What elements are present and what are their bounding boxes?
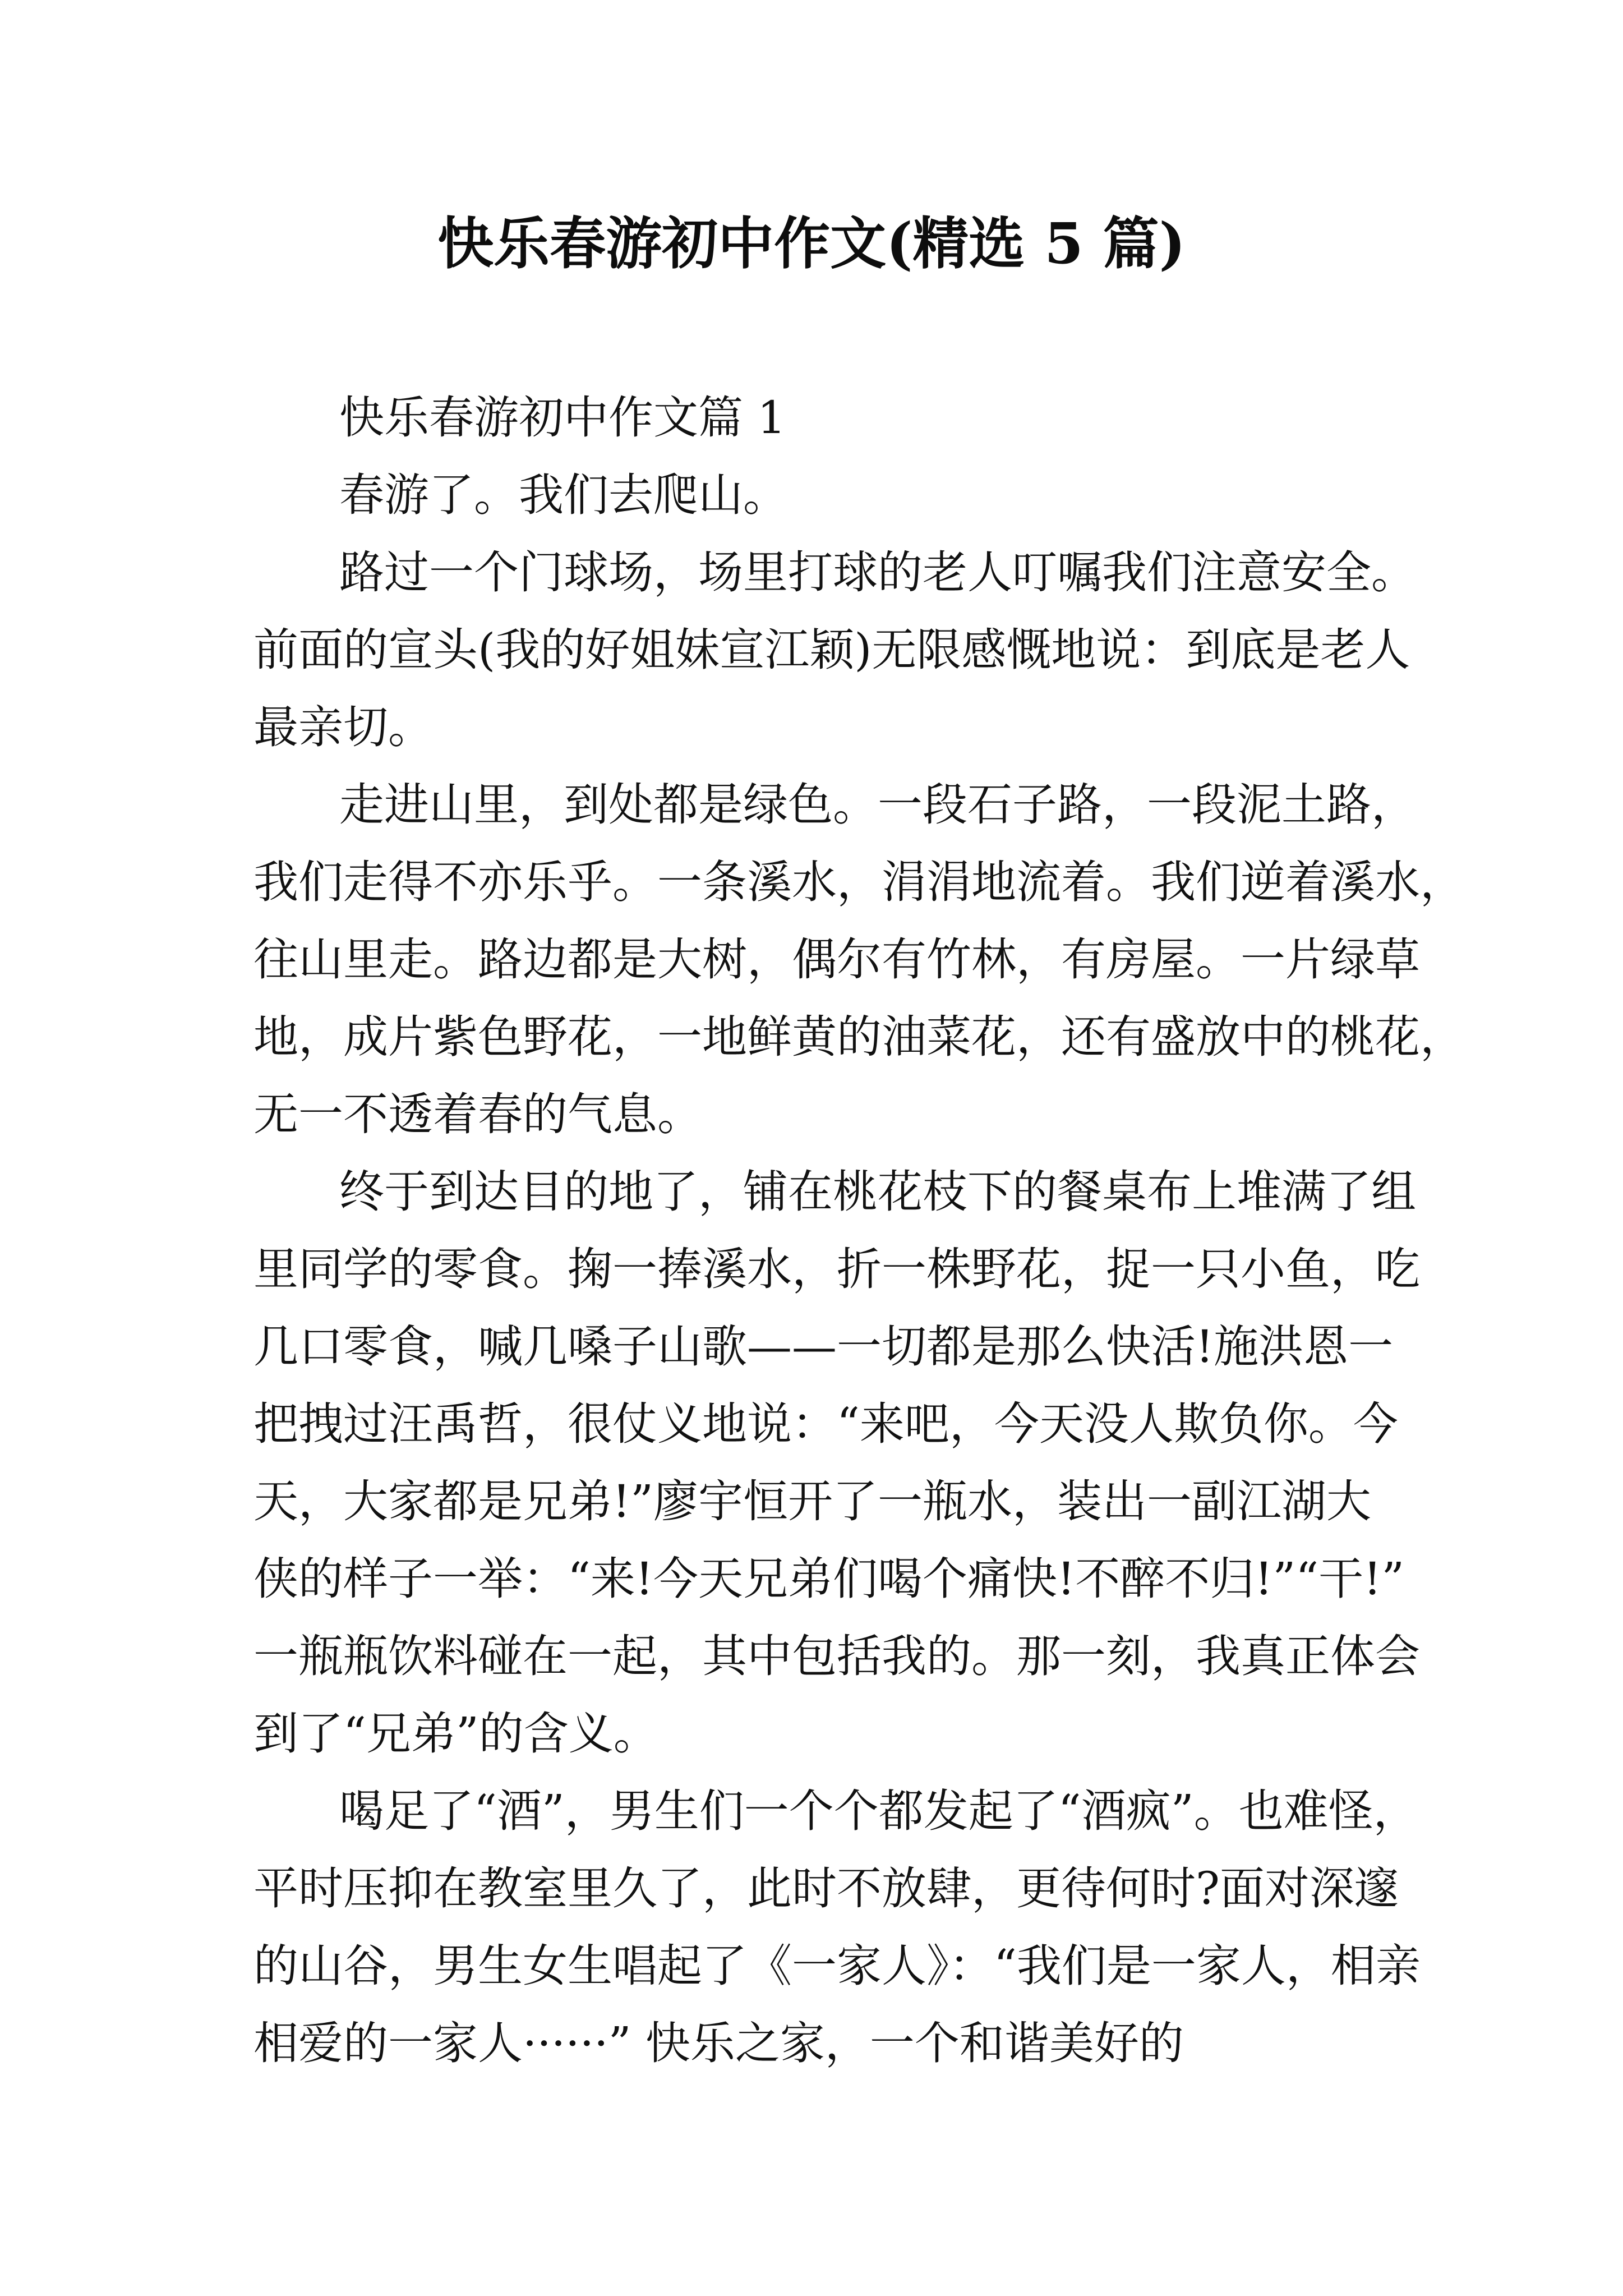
- text-line: 地，成片紫色野花，一地鲜黄的油菜花，还有盛放中的桃花，: [253, 1011, 1465, 1063]
- document-body: [253, 379, 1487, 2082]
- text-line: 几口零食，喊几嗓子山歌——一切都是那么快活!施洪恩一: [253, 1320, 1394, 1373]
- text-line: 前面的宣头(我的好姐妹宣江颖)无限感慨地说：到底是老人: [253, 624, 1410, 676]
- paragraph: [253, 766, 1487, 1153]
- text-line: 路过一个门球场，场里打球的老人叮嘱我们注意安全。: [339, 546, 1416, 599]
- paragraph: [253, 1773, 1487, 2082]
- text-line: 往山里走。路边都是大树，偶尔有竹林，有房屋。一片绿草: [253, 933, 1420, 986]
- paragraph: [253, 1153, 1487, 1773]
- text-line: 相爱的一家人······” 快乐之家，一个和谐美好的: [253, 2017, 1184, 2069]
- text-line: 把拽过汪禹哲，很仗义地说：“来吧，今天没人欺负你。今: [253, 1398, 1398, 1450]
- text-line: 侠的样子一举：“来!今天兄弟们喝个痛快!不醉不归!”“干!”: [253, 1553, 1405, 1605]
- text-line: 喝足了“酒”，男生们一个个都发起了“酒疯”。也难怪，: [339, 1785, 1418, 1837]
- text-line: 终于到达目的地了，铺在桃花枝下的餐桌布上堆满了组: [339, 1166, 1416, 1218]
- paragraph: [253, 457, 1487, 534]
- paragraph: [253, 379, 1487, 457]
- document-title: 快乐春游初中作文(精选 5 篇): [437, 210, 1186, 277]
- text-line: 春游了。我们去爬山。: [339, 469, 788, 521]
- text-line: 一瓶瓶饮料碰在一起，其中包括我的。那一刻，我真正体会: [253, 1630, 1420, 1682]
- text-line: 我们走得不亦乐乎。一条溪水，涓涓地流着。我们逆着溪水，: [253, 856, 1465, 908]
- text-line: 平时压抑在教室里久了，此时不放肆，更待何时?面对深邃: [253, 1862, 1399, 1915]
- text-line: 无一不透着春的气息。: [253, 1088, 702, 1140]
- text-line: 最亲切。: [253, 701, 433, 753]
- text-line: 走进山里，到处都是绿色。一段石子路，一段泥土路，: [339, 779, 1416, 831]
- text-line: 到了“兄弟”的含义。: [253, 1708, 658, 1760]
- text-line: 天，大家都是兄弟!”廖宇恒开了一瓶水，装出一副江湖大: [253, 1475, 1372, 1527]
- text-line: 里同学的零食。掬一捧溪水，折一株野花，捉一只小鱼，吃: [253, 1243, 1420, 1295]
- text-line: 的山谷，男生女生唱起了《一家人》：“我们是一家人，相亲: [253, 1940, 1421, 1992]
- paragraph: [253, 534, 1487, 766]
- section-heading: 快乐春游初中作文篇 1: [339, 392, 786, 444]
